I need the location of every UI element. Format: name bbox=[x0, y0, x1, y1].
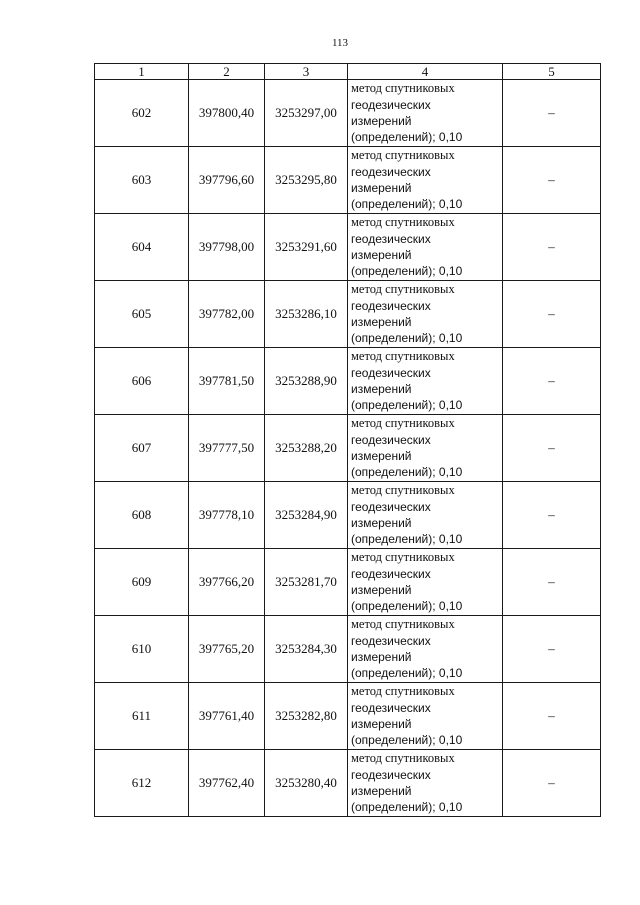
y-coordinate-cell: 3253288,90 bbox=[265, 348, 348, 415]
method-line: измерений bbox=[351, 516, 412, 530]
point-number-cell: 604 bbox=[95, 214, 189, 281]
method-line: измерений bbox=[351, 717, 412, 731]
table-header-row bbox=[95, 64, 601, 80]
point-number-cell: 612 bbox=[95, 750, 189, 817]
method-line: геодезических bbox=[351, 97, 431, 112]
method-line: метод спутниковых bbox=[351, 416, 455, 431]
method-cell bbox=[348, 80, 503, 147]
method-line: измерений bbox=[351, 248, 412, 262]
method-cell bbox=[348, 147, 503, 214]
point-number-cell: 605 bbox=[95, 281, 189, 348]
table-row bbox=[95, 348, 601, 415]
method-line: (определений); 0,10 bbox=[351, 264, 463, 279]
method-line: измерений bbox=[351, 114, 412, 128]
method-line: метод спутниковых bbox=[351, 483, 455, 498]
method-line: метод спутниковых bbox=[351, 684, 455, 699]
x-coordinate-cell: 397800,40 bbox=[189, 80, 265, 147]
table-row bbox=[95, 147, 601, 214]
x-coordinate-cell: 397761,40 bbox=[189, 683, 265, 750]
table-body bbox=[95, 80, 601, 817]
y-coordinate-cell: 3253288,20 bbox=[265, 415, 348, 482]
method-line: (определений); 0,10 bbox=[351, 398, 463, 413]
table-row bbox=[95, 214, 601, 281]
table-row bbox=[95, 482, 601, 549]
column-header-5: 5 bbox=[503, 64, 601, 80]
point-number-cell: 603 bbox=[95, 147, 189, 214]
y-coordinate-cell: 3253281,70 bbox=[265, 549, 348, 616]
table-row bbox=[95, 616, 601, 683]
note-cell: – bbox=[503, 415, 601, 482]
y-coordinate-cell: 3253280,40 bbox=[265, 750, 348, 817]
method-line: геодезических bbox=[351, 767, 431, 782]
coordinates-table bbox=[94, 63, 601, 817]
method-line: метод спутниковых bbox=[351, 349, 455, 364]
x-coordinate-cell: 397798,00 bbox=[189, 214, 265, 281]
method-line: метод спутниковых bbox=[351, 751, 455, 766]
method-line: метод спутниковых bbox=[351, 282, 455, 297]
method-line: геодезических bbox=[351, 432, 431, 447]
method-cell bbox=[348, 348, 503, 415]
note-cell: – bbox=[503, 750, 601, 817]
method-line: метод спутниковых bbox=[351, 617, 455, 632]
method-cell bbox=[348, 482, 503, 549]
y-coordinate-cell: 3253282,80 bbox=[265, 683, 348, 750]
method-line: измерений bbox=[351, 650, 412, 664]
method-line: геодезических bbox=[351, 164, 431, 179]
note-cell: – bbox=[503, 683, 601, 750]
method-line: измерений bbox=[351, 583, 412, 597]
method-cell bbox=[348, 214, 503, 281]
y-coordinate-cell: 3253295,80 bbox=[265, 147, 348, 214]
table-row bbox=[95, 549, 601, 616]
note-cell: – bbox=[503, 482, 601, 549]
method-cell bbox=[348, 750, 503, 817]
table-row bbox=[95, 750, 601, 817]
y-coordinate-cell: 3253284,90 bbox=[265, 482, 348, 549]
column-header-4: 4 bbox=[348, 64, 503, 80]
method-line: (определений); 0,10 bbox=[351, 532, 463, 547]
point-number-cell: 602 bbox=[95, 80, 189, 147]
column-header-2: 2 bbox=[189, 64, 265, 80]
x-coordinate-cell: 397766,20 bbox=[189, 549, 265, 616]
note-cell: – bbox=[503, 549, 601, 616]
table-row bbox=[95, 683, 601, 750]
method-line: геодезических bbox=[351, 231, 431, 246]
method-line: (определений); 0,10 bbox=[351, 130, 463, 145]
note-cell: – bbox=[503, 214, 601, 281]
table-row bbox=[95, 80, 601, 147]
method-line: геодезических bbox=[351, 365, 431, 380]
method-cell bbox=[348, 616, 503, 683]
method-line: метод спутниковых bbox=[351, 550, 455, 565]
method-line: метод спутниковых bbox=[351, 215, 455, 230]
x-coordinate-cell: 397796,60 bbox=[189, 147, 265, 214]
method-line: геодезических bbox=[351, 633, 431, 648]
point-number-cell: 607 bbox=[95, 415, 189, 482]
x-coordinate-cell: 397781,50 bbox=[189, 348, 265, 415]
method-cell bbox=[348, 549, 503, 616]
y-coordinate-cell: 3253284,30 bbox=[265, 616, 348, 683]
note-cell: – bbox=[503, 616, 601, 683]
method-cell bbox=[348, 683, 503, 750]
table-row bbox=[95, 415, 601, 482]
note-cell: – bbox=[503, 348, 601, 415]
method-line: (определений); 0,10 bbox=[351, 733, 463, 748]
method-line: (определений); 0,10 bbox=[351, 465, 463, 480]
table-row bbox=[95, 281, 601, 348]
method-line: метод спутниковых bbox=[351, 148, 455, 163]
point-number-cell: 608 bbox=[95, 482, 189, 549]
method-line: измерений bbox=[351, 181, 412, 195]
method-cell bbox=[348, 281, 503, 348]
method-line: (определений); 0,10 bbox=[351, 666, 463, 681]
point-number-cell: 611 bbox=[95, 683, 189, 750]
method-line: геодезических bbox=[351, 700, 431, 715]
x-coordinate-cell: 397782,00 bbox=[189, 281, 265, 348]
column-header-1: 1 bbox=[95, 64, 189, 80]
method-line: геодезических bbox=[351, 298, 431, 313]
method-line: измерений bbox=[351, 784, 412, 798]
x-coordinate-cell: 397765,20 bbox=[189, 616, 265, 683]
x-coordinate-cell: 397762,40 bbox=[189, 750, 265, 817]
method-line: геодезических bbox=[351, 499, 431, 514]
point-number-cell: 606 bbox=[95, 348, 189, 415]
y-coordinate-cell: 3253286,10 bbox=[265, 281, 348, 348]
method-line: (определений); 0,10 bbox=[351, 800, 463, 815]
x-coordinate-cell: 397778,10 bbox=[189, 482, 265, 549]
method-line: измерений bbox=[351, 315, 412, 329]
note-cell: – bbox=[503, 147, 601, 214]
method-line: измерений bbox=[351, 449, 412, 463]
x-coordinate-cell: 397777,50 bbox=[189, 415, 265, 482]
y-coordinate-cell: 3253297,00 bbox=[265, 80, 348, 147]
y-coordinate-cell: 3253291,60 bbox=[265, 214, 348, 281]
note-cell: – bbox=[503, 80, 601, 147]
method-line: (определений); 0,10 bbox=[351, 197, 463, 212]
method-line: измерений bbox=[351, 382, 412, 396]
method-line: (определений); 0,10 bbox=[351, 331, 463, 346]
point-number-cell: 609 bbox=[95, 549, 189, 616]
method-line: геодезических bbox=[351, 566, 431, 581]
page-number: 113 bbox=[331, 37, 349, 49]
method-line: (определений); 0,10 bbox=[351, 599, 463, 614]
point-number-cell: 610 bbox=[95, 616, 189, 683]
method-cell bbox=[348, 415, 503, 482]
method-line: метод спутниковых bbox=[351, 81, 455, 96]
column-header-3: 3 bbox=[265, 64, 348, 80]
note-cell: – bbox=[503, 281, 601, 348]
